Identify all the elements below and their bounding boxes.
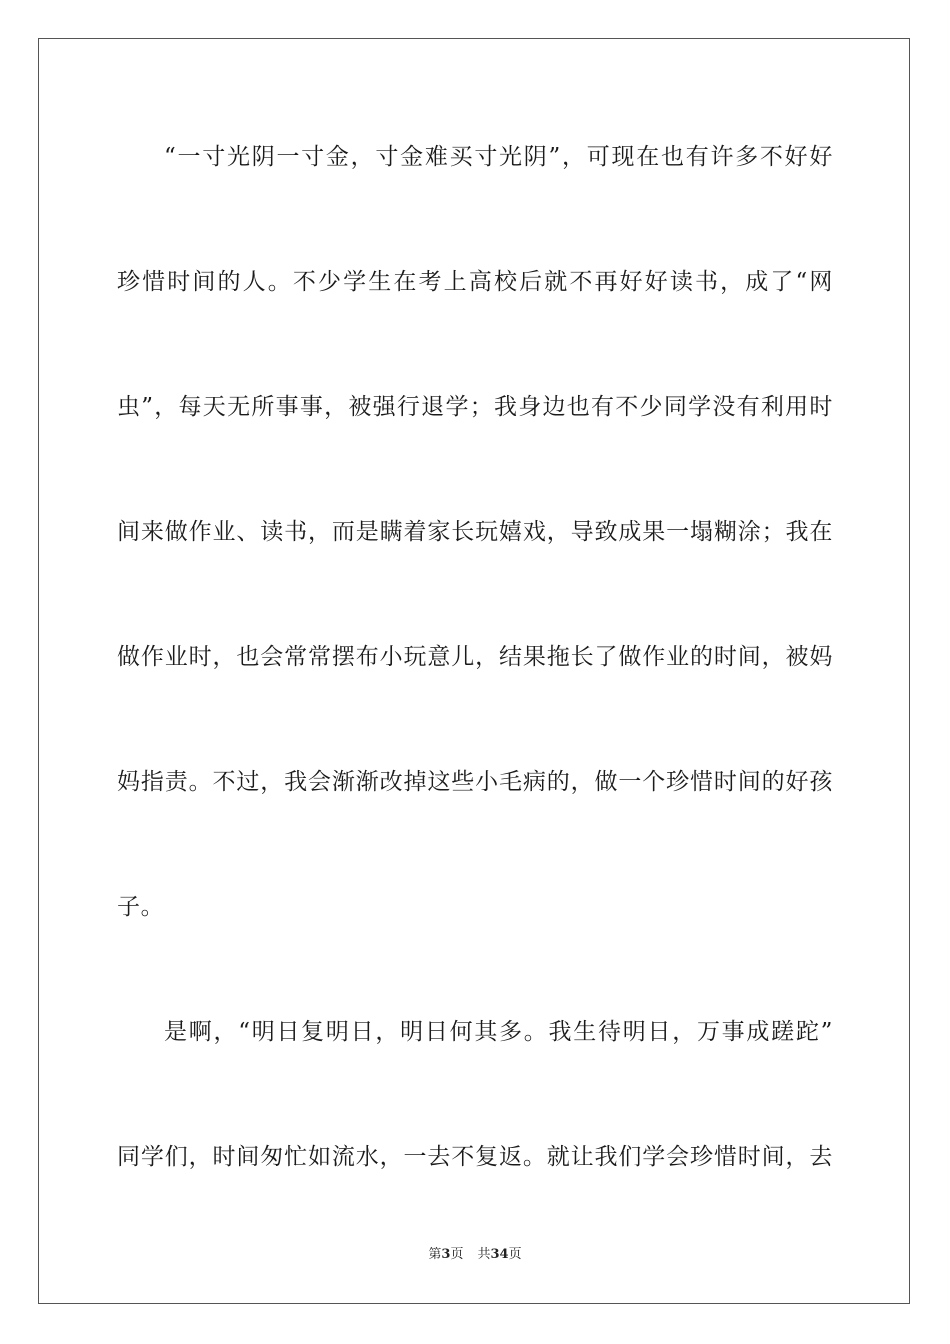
text-line: 是啊，“明日复明日，明日何其多。我生待明日，万事成蹉跎” — [164, 1019, 833, 1045]
page-footer — [0, 1246, 950, 1264]
text-line: 间来做作业、读书，而是瞒着家长玩嬉戏，导致成果一塌糊涂；我在 — [117, 519, 833, 545]
text-line: 妈指责。不过，我会渐渐改掉这些小毛病的，做一个珍惜时间的好孩 — [117, 769, 833, 795]
text-line: 虫”，每天无所事事，被强行退学；我身边也有不少同学没有利用时 — [117, 394, 833, 420]
text-line: 珍惜时间的人。不少学生在考上高校后就不再好好读书，成了“网 — [117, 269, 833, 295]
total-prefix: 共 — [477, 1247, 491, 1262]
text-line: “一寸光阴一寸金，寸金难买寸光阴”，可现在也有许多不好好 — [164, 144, 833, 170]
total-suffix: 页 — [508, 1247, 522, 1262]
text-line: 同学们，时间匆忙如流水，一去不复返。就让我们学会珍惜时间，去 — [117, 1144, 833, 1170]
total-pages-label — [477, 1247, 521, 1262]
page-number-label — [428, 1247, 463, 1262]
text-line: 子。 — [117, 894, 165, 920]
text-line: 做作业时，也会常常摆布小玩意儿，结果拖长了做作业的时间，被妈 — [117, 644, 833, 670]
page-suffix: 页 — [450, 1247, 464, 1262]
current-page-number: 3 — [441, 1247, 451, 1262]
total-page-number: 34 — [490, 1247, 509, 1262]
page-prefix: 第 — [428, 1247, 442, 1262]
